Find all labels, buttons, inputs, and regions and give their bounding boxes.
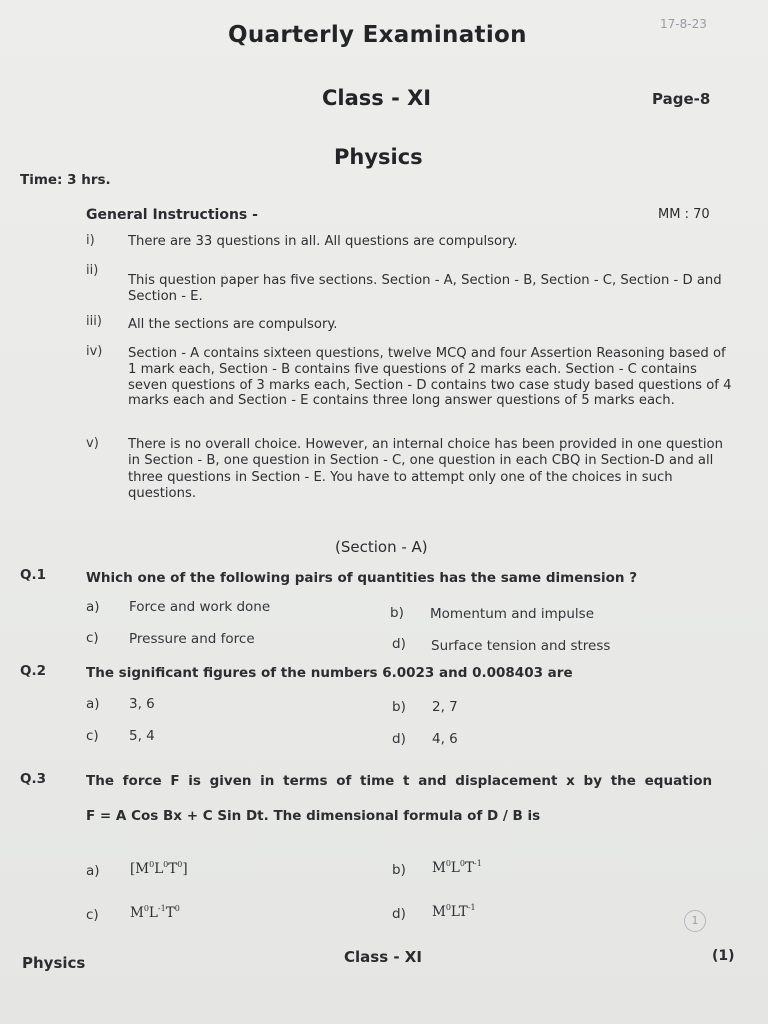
- option-letter: a): [86, 599, 100, 615]
- option-text: 4, 6: [432, 731, 458, 747]
- option-letter: b): [392, 699, 406, 715]
- question-number: Q.3: [20, 771, 46, 787]
- instruction-text: Section - A contains sixteen questions, twelve MCQ and four Assertion Reasoning based of 1 mark each, Section - B contains five questions of 2 marks each. Section - C contains seven questions of 3 marks each, Section - D contains two case study based questions of 4 marks each and Section - E contains three long answer questions of 5 marks each.: [128, 346, 732, 409]
- exam-title: Quarterly Examination: [228, 22, 527, 48]
- max-marks: MM : 70: [658, 207, 710, 222]
- formula-option-c: $M^0L^{-1}T^0$: [130, 904, 180, 921]
- formula-option-a: $[M^0L^0T^0]$: [130, 860, 188, 877]
- instruction-number: ii): [86, 263, 99, 278]
- footer-subject: Physics: [22, 954, 86, 972]
- option-letter: d): [392, 636, 406, 652]
- option-letter: b): [390, 605, 404, 621]
- option-letter: a): [86, 863, 100, 879]
- circled-mark: 1: [684, 910, 706, 932]
- question-text: The significant figures of the numbers 6.0023 and 0.008403 are: [86, 665, 573, 681]
- option-text: Surface tension and stress: [431, 638, 611, 654]
- option-letter: c): [86, 728, 99, 744]
- footer-page-number: (1): [712, 948, 735, 964]
- instruction-text: There is no overall choice. However, an internal choice has been provided in one question in Section - B, one question in Section - C, one question in each CBQ in Section-D and all three questions in Section - E. You have to attempt only one of the choices in such questions.: [128, 437, 723, 502]
- instructions-heading: General Instructions -: [86, 207, 258, 223]
- time-allowed: Time: 3 hrs.: [20, 172, 111, 188]
- option-text: 5, 4: [129, 728, 155, 744]
- question-text: Which one of the following pairs of quantities has the same dimension ?: [86, 570, 638, 586]
- option-text: 3, 6: [129, 696, 155, 712]
- option-letter: c): [86, 630, 99, 646]
- question-text: The force F is given in terms of time t and displacement x by the equation: [86, 773, 713, 789]
- page-label: Page-8: [652, 90, 711, 108]
- formula-option-b: $M^0L^0T^{-1}$: [432, 859, 482, 876]
- instruction-number: i): [86, 233, 95, 248]
- subject-heading: Physics: [334, 145, 423, 169]
- option-text: 2, 7: [432, 699, 458, 715]
- question-number: Q.1: [20, 567, 46, 583]
- instruction-text: There are 33 questions in all. All questions are compulsory.: [128, 234, 518, 249]
- option-letter: b): [392, 862, 406, 878]
- option-text: Force and work done: [129, 599, 271, 615]
- formula-option-d: $M^0LT^{-1}$: [432, 903, 476, 920]
- option-letter: d): [392, 906, 406, 922]
- instruction-number: v): [86, 436, 99, 451]
- question-number: Q.2: [20, 663, 46, 679]
- option-letter: c): [86, 907, 99, 923]
- section-title: (Section - A): [335, 538, 428, 556]
- instruction-text: This question paper has five sections. Section - A, Section - B, Section - C, Section - D and Section - E.: [128, 273, 722, 304]
- class-heading: Class - XI: [322, 86, 432, 110]
- question-text-continued: F = A Cos Bx + C Sin Dt. The dimensional formula of D / B is: [86, 808, 541, 824]
- option-letter: a): [86, 696, 100, 712]
- option-text: Pressure and force: [129, 631, 255, 647]
- option-letter: d): [392, 731, 406, 747]
- instruction-text: All the sections are compulsory.: [128, 317, 338, 332]
- handwritten-date: 17-8-23: [660, 17, 707, 31]
- instruction-number: iii): [86, 314, 102, 329]
- instruction-number: iv): [86, 344, 103, 359]
- footer-class: Class - XI: [344, 948, 422, 966]
- option-text: Momentum and impulse: [430, 606, 595, 622]
